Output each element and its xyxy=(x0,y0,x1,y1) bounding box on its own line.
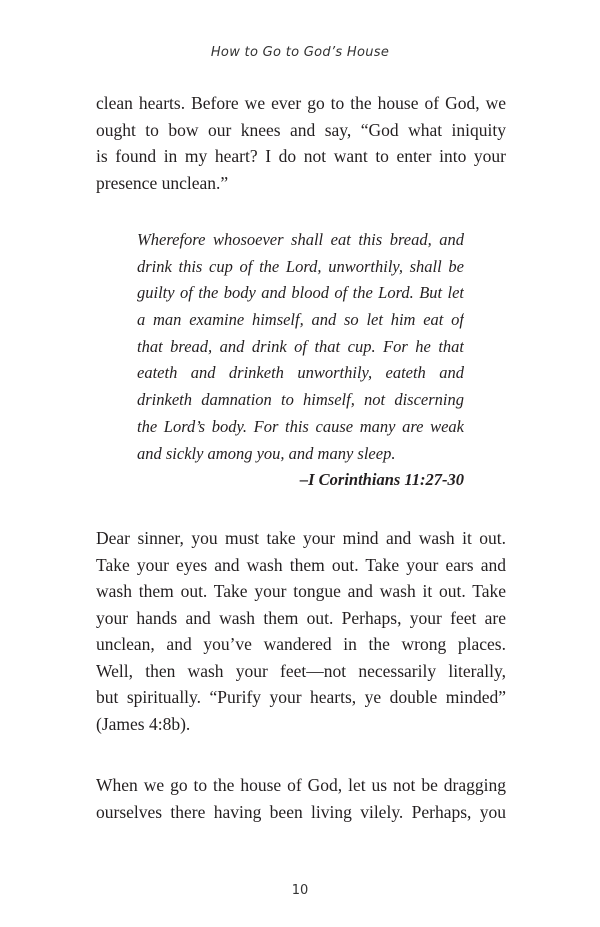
text-line: (James 4:8b). xyxy=(96,713,191,734)
text-line: unclean, and you’ve wandered in the wrong places. xyxy=(96,634,506,654)
quote-line: that bread, and drink of that cup. For he that xyxy=(137,336,464,356)
text-line: ourselves there having been living vilely. Perhaps, you xyxy=(96,801,506,822)
quote-line: Wherefore whosoever shall eat this bread, and xyxy=(137,230,464,249)
scripture-quote xyxy=(137,227,464,494)
text-line: Well, then wash your feet—not necessarily literally, xyxy=(96,660,506,681)
quote-line: and sickly among you, and many sleep. xyxy=(137,443,396,463)
quote-line: the Lord’s body. For this cause many are weak xyxy=(137,416,464,436)
quote-line: drinketh damnation to himself, not discerning xyxy=(137,390,464,410)
text-line: Dear sinner, you must take your mind and wash it out. xyxy=(96,528,506,548)
quote-citation: –I Corinthians 11:27-30 xyxy=(299,470,464,490)
page-number: 10 xyxy=(291,883,309,898)
quote-line: eateth and drinketh unworthily, eateth and xyxy=(137,363,464,383)
text-line: your hands and wash them out. Perhaps, your feet are xyxy=(96,607,506,628)
text-line: Take your eyes and wash them out. Take your ears and xyxy=(96,554,506,575)
text-line: but spiritually. “Purify your hearts, ye double minded” xyxy=(96,687,506,707)
running-header: How to Go to God’s House xyxy=(210,45,390,60)
text-line: wash them out. Take your tongue and wash it out. Take xyxy=(96,581,506,601)
quote-line: guilty of the body and blood of the Lord. But let xyxy=(137,283,464,303)
quote-line: a man examine himself, and so let him eat of xyxy=(137,310,464,330)
text-line: ought to bow our knees and say, “God what iniquity xyxy=(96,119,506,140)
paragraph-1 xyxy=(96,90,506,196)
text-line: presence unclean.” xyxy=(96,172,229,193)
text-line: When we go to the house of God, let us not be dragging xyxy=(96,775,506,795)
text-line: is found in my heart? I do not want to enter into your xyxy=(96,146,506,166)
text-line: clean hearts. Before we ever go to the house of God, we xyxy=(96,93,506,113)
quote-line: drink this cup of the Lord, unworthily, shall be xyxy=(137,256,464,276)
paragraph-3 xyxy=(96,772,506,825)
paragraph-2 xyxy=(96,525,506,737)
